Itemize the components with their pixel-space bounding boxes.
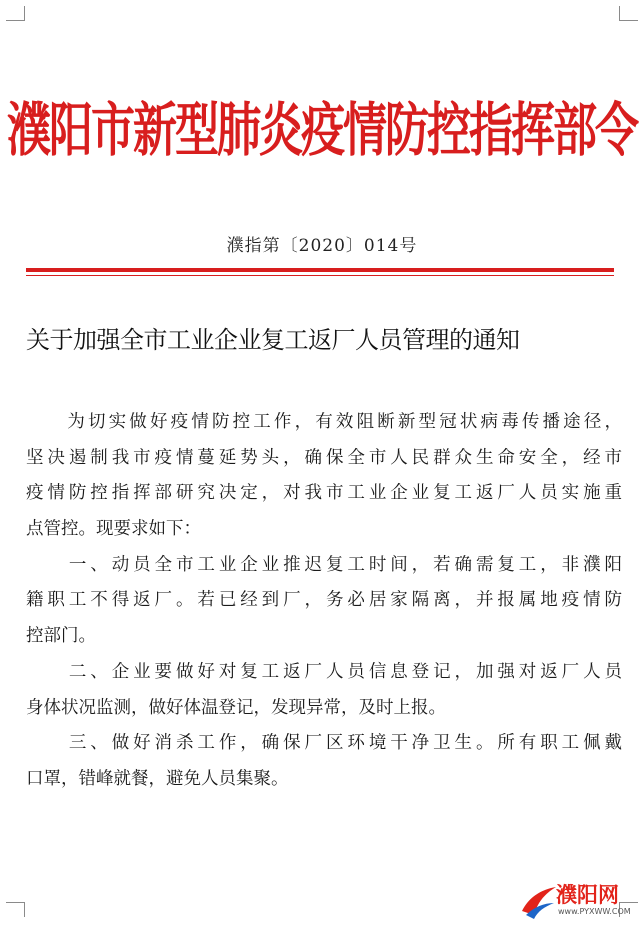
corner-mark-bottom-left [6,902,25,917]
body-line: 二、企业要做好对复工返厂人员信息登记，加强对返厂人员 [26,661,622,682]
document-header-title: 濮阳市新型肺炎疫情防控指挥部令 [7,97,637,165]
header-divider-thick [26,268,614,272]
body-line: 为切实做好疫情防控工作，有效阻断新型冠状病毒传播途径， [26,412,622,432]
body-line: 籍职工不得返厂。若已经到厂，务必居家隔离，并报属地疫情防 [26,590,622,611]
notice-body [26,405,622,798]
site-watermark-logo [518,879,638,923]
watermark-url: www.PYXWW.COM [558,907,631,916]
corner-mark-top-left [6,6,25,21]
body-line: 身体状况监测，做好体温登记，发现异常，及时上报。 [26,697,446,718]
body-line: 点管控。现要求如下： [26,519,201,540]
body-line: 坚决遏制我市疫情蔓延势头，确保全市人民群众生命安全，经市 [26,447,622,468]
swoosh-icon [518,881,558,921]
notice-title: 关于加强全市工业企业复工返厂人员管理的通知 [26,326,520,354]
corner-mark-top-right [619,6,638,21]
body-line: 口罩，错峰就餐，避免人员集聚。 [26,768,289,789]
body-line: 一、动员全市工业企业推迟复工时间，若确需复工，非濮阳 [26,554,622,575]
header-divider-thin [26,275,614,276]
body-line: 三、做好消杀工作，确保厂区环境干净卫生。所有职工佩戴 [26,733,622,754]
watermark-name: 濮阳网 [556,883,619,907]
document-number: 濮指第〔2020〕014号 [226,236,418,256]
body-line: 疫情防控指挥部研究决定，对我市工业企业复工返厂人员实施重 [26,483,622,504]
body-line: 控部门。 [26,626,96,647]
